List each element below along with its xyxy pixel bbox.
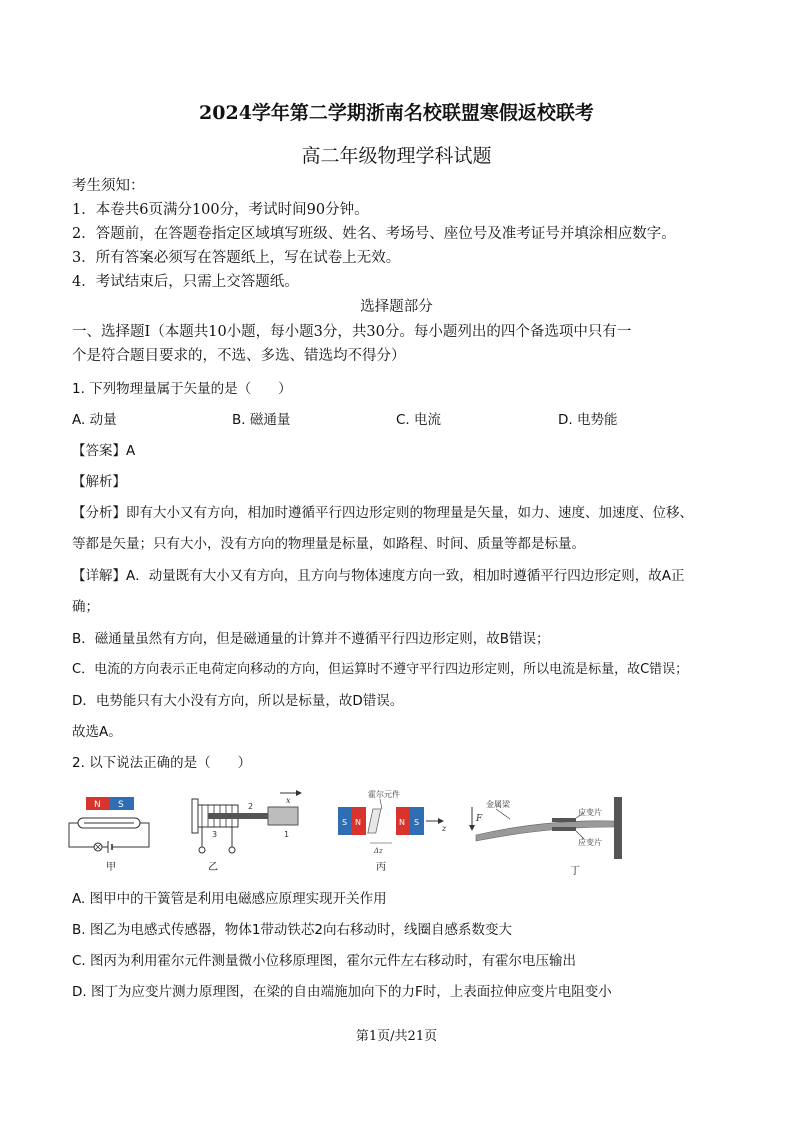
gauge-top-label: 应变片	[578, 808, 602, 817]
q1-option-d: D. 电势能	[558, 412, 618, 428]
force-label: F	[476, 814, 483, 824]
figure-yi	[186, 785, 306, 879]
q2-option-b: B. 图乙为电感式传感器，物体1带动铁芯2向右移动时，线圈自感系数变大	[72, 922, 513, 938]
figure-jia	[64, 785, 164, 879]
delta-z-label: Δz	[374, 847, 383, 855]
axis-z-label: z	[442, 824, 447, 833]
notice-heading: 考生须知：	[72, 178, 145, 194]
hall-element-diagram	[330, 785, 450, 875]
q1-option-b: B. 磁通量	[232, 412, 291, 428]
pole-s-right: S	[414, 818, 420, 827]
q1-detail-b: B．磁通量虽然有方向，但是磁通量的计算并不遵循平行四边形定则，故B错误；	[72, 631, 550, 647]
q1-option-c: C. 电流	[396, 412, 442, 428]
q1-detail-d: D．电势能只有大小没有方向，所以是标量，故D错误。	[72, 693, 404, 709]
gauge-bottom-label: 应变片	[578, 838, 602, 847]
q2-option-c: C. 图丙为利用霍尔元件测量微小位移原理图，霍尔元件左右移动时，有霍尔电压输出	[72, 953, 577, 969]
hall-element	[368, 809, 381, 833]
q1-analysis-line2: 等都是矢量；只有大小，没有方向的物理量是标量，如路程、时间、质量等都是标量。	[72, 536, 585, 552]
magnet-s-label: S	[118, 800, 124, 810]
figure-ding-caption: 丁	[570, 866, 580, 877]
pole-s-left: S	[342, 818, 348, 827]
label-3: 3	[212, 830, 218, 839]
terminal-left	[199, 847, 205, 853]
iron-core	[208, 813, 268, 819]
q1-answer: 【答案】A	[72, 443, 136, 459]
strain-gauge-top	[552, 818, 576, 822]
magnet-n-label: N	[94, 800, 101, 810]
label-1: 1	[284, 830, 290, 839]
terminal-right	[229, 847, 235, 853]
q2-option-d: D. 图丁为应变片测力原理图，在梁的自由端施加向下的力F时，上表面拉伸应变片电阻变小	[72, 984, 612, 1000]
q1-analysis-line1: 【分析】即有大小又有方向，相加时遵循平行四边形定则的物理量是矢量，如力、速度、加速度、位移、	[72, 505, 693, 521]
notice-item-1: 1．本卷共6页满分100分，考试时间90分钟。	[72, 202, 369, 218]
exam-title: 2024学年第二学期浙南名校联盟寒假返校联考	[199, 102, 594, 124]
wall-support	[614, 797, 622, 859]
metal-beam-label: 金属梁	[486, 800, 510, 809]
strain-gauge-bottom	[552, 827, 576, 831]
q1-option-a: A. 动量	[72, 412, 117, 428]
notice-item-4: 4．考试结束后，只需上交答题纸。	[72, 274, 299, 290]
figure-jia-caption: 甲	[106, 862, 116, 873]
exam-subtitle: 高二年级物理学科试题	[301, 145, 492, 167]
notice-item-2: 2．答题前，在答题卷指定区域填写班级、姓名、考场号、座位号及准考证号并填涂相应数字。	[72, 226, 676, 242]
q1-detail-line2: 确；	[72, 599, 99, 615]
pole-n-right: N	[399, 818, 405, 827]
q1-stem: 1. 下列物理量属于矢量的是（ ）	[72, 381, 292, 397]
figure-bing	[330, 785, 450, 879]
q2-stem: 2. 以下说法正确的是（ ）	[72, 755, 252, 771]
strain-gauge-diagram	[466, 785, 636, 875]
section-instructions-line2: 个是符合题目要求的，不选、多选、错选均不得分）	[72, 348, 406, 364]
pole-n-left: N	[355, 818, 361, 827]
label-2: 2	[248, 802, 254, 811]
figure-bing-caption: 丙	[376, 862, 386, 873]
notice-item-3: 3．所有答案必须写在答题纸上，写在试卷上无效。	[72, 250, 401, 266]
q1-conclusion: 故选A。	[72, 724, 122, 740]
q1-detail-line1: 【详解】A．动量既有大小又有方向，且方向与物体速度方向一致，相加时遵循平行四边形定则，故A正	[72, 568, 685, 584]
section-instructions-line1: 一、选择题Ⅰ（本题共10小题，每小题3分，共30分。每小题列出的四个备选项中只有一	[72, 324, 632, 340]
section-title: 选择题部分	[360, 299, 433, 315]
inductive-sensor-diagram	[186, 785, 306, 875]
figure-ding	[466, 785, 636, 879]
q1-detail-c: C．电流的方向表示正电荷定向移动的方向，但运算时不遵守平行四边形定则，所以电流是标量，故C错误；	[72, 662, 689, 677]
hall-element-label: 霍尔元件	[368, 790, 400, 799]
figure-yi-caption: 乙	[208, 862, 218, 873]
q1-analysis-label: 【解析】	[72, 474, 126, 490]
displacement-label: x	[286, 796, 291, 805]
page-number: 第1页/共21页	[355, 1029, 438, 1044]
q2-option-a: A. 图甲中的干簧管是利用电磁感应原理实现开关作用	[72, 891, 387, 907]
object-block	[268, 807, 298, 825]
